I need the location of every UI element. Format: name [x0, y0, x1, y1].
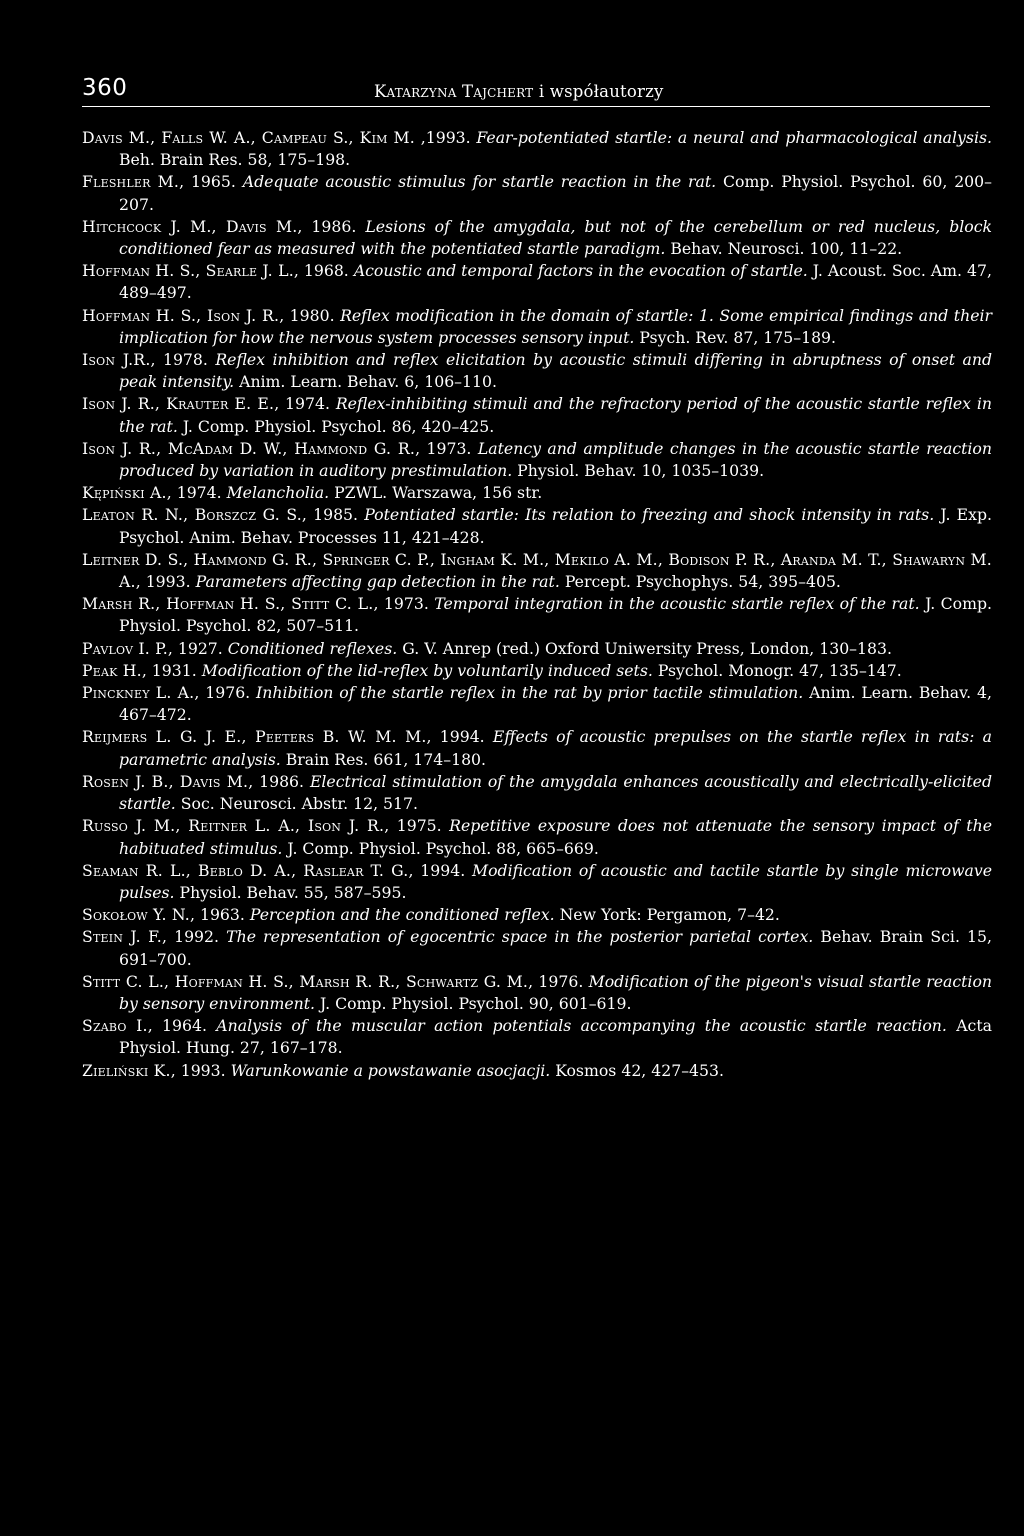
reference-year: , 1994. [408, 860, 473, 880]
reference-title: Reflex inhibition and reflex elicitation by acoustic stimuli differing in abruptness of onset and peak intensity. [119, 350, 992, 392]
reference-source: Soc. Neurosci. Abstr. 12, 517. [175, 794, 418, 814]
reference-entry [82, 260, 992, 304]
reference-entry [82, 926, 992, 970]
reference-title: Parameters affecting gap detection in the rat. [195, 572, 560, 592]
reference-authors: Pavlov I. P. [82, 638, 168, 658]
reference-source: G. V. Anrep (red.) Oxford Uniwersity Press, London, 130–183. [397, 638, 892, 658]
reference-authors: Fleshler M. [82, 172, 180, 192]
reference-authors: Rosen J. B., Davis M. [82, 771, 249, 791]
reference-authors: Stitt C. L., Hoffman H. S., Marsh R. R., Schwartz G. M. [82, 971, 529, 991]
reference-entry [82, 660, 992, 682]
reference-year: ,1993. [415, 128, 477, 147]
reference-source: J. Comp. Physiol. Psychol. 82, 507–511. [119, 594, 992, 636]
reference-source: Anim. Learn. Behav. 4, 467–472. [119, 683, 992, 725]
reference-entry [82, 549, 992, 593]
reference-year: , 1993. [170, 1060, 231, 1080]
reference-source: Behav. Brain Sci. 15, 691–700. [119, 927, 992, 969]
reference-source: Comp. Physiol. Psychol. 60, 200–207. [119, 172, 992, 214]
reference-year: , 1980. [279, 305, 341, 325]
reference-authors: Pinckney L. A. [82, 683, 195, 703]
reference-source: Percept. Psychophys. 54, 395–405. [559, 572, 841, 592]
reference-entry [82, 349, 992, 393]
reference-title: Melancholia. [226, 483, 330, 503]
reference-authors: Sokołow Y. N. [82, 905, 190, 925]
reference-year: , 1974. [274, 394, 336, 414]
reference-entry [82, 171, 992, 215]
reference-authors: Hitchcock J. M., Davis M. [82, 216, 298, 236]
reference-source: Brain Res. 661, 174–180. [280, 749, 487, 769]
reference-title: Perception and the conditioned reflex. [249, 905, 555, 925]
reference-authors: Ison J.R. [82, 350, 151, 370]
reference-year: , 1974. [166, 483, 227, 503]
running-head-rest: i współautorzy [533, 82, 664, 101]
reference-title: Effects of acoustic prepulses on the startle reflex in rats: a parametric analysis. [119, 727, 992, 769]
reference-title: Potentiated startle: Its relation to freezing and shock intensity in rats. [364, 505, 935, 525]
reference-entry [82, 682, 992, 726]
reference-authors: Peak H. [82, 660, 142, 680]
reference-authors: Hoffman H. S., Ison J. R. [82, 305, 280, 325]
reference-source: Anim. Learn. Behav. 6, 106–110. [234, 372, 497, 392]
reference-year: , 1965. [179, 172, 243, 192]
reference-title: Warunkowanie a powstawanie asocjacji. [230, 1060, 551, 1080]
running-head [374, 81, 664, 103]
reference-entry [82, 726, 992, 770]
reference-entry [82, 593, 992, 637]
reference-year: , 1986. [297, 216, 366, 236]
reference-entry [82, 504, 992, 548]
reference-entry [82, 393, 992, 437]
reference-authors: Davis M., Falls W. A., Campeau S., Kim M. [82, 128, 415, 147]
reference-year: , 1931. [141, 660, 202, 680]
reference-year: , 1992. [162, 927, 227, 947]
reference-entry [82, 771, 992, 815]
reference-title: Temporal integration in the acoustic startle reflex of the rat. [434, 594, 920, 614]
reference-source: Kosmos 42, 427–453. [550, 1060, 724, 1080]
reference-authors: Kępiński A. [82, 483, 167, 503]
reference-source: J. Comp. Physiol. Psychol. 90, 601–619. [315, 993, 632, 1013]
reference-source: J. Exp. Psychol. Anim. Behav. Processes 11, 421–428. [119, 505, 993, 547]
reference-source: Beh. Brain Res. 58, 175–198. [119, 150, 351, 170]
reference-year: , 1993. [135, 572, 196, 592]
reference-title: Repetitive exposure does not attenuate the sensory impact of the habituated stimulus. [119, 816, 992, 858]
reference-list [82, 127, 992, 1082]
reference-title: Fear-potentiated startle: a neural and pharmacological analysis. [476, 128, 993, 147]
reference-entry [82, 305, 992, 349]
reference-year: , 1985. [301, 505, 365, 525]
reference-source: Psychol. Monogr. 47, 135–147. [652, 660, 902, 680]
reference-source: J. Comp. Physiol. Psychol. 86, 420–425. [177, 416, 495, 436]
reference-title: Reflex modification in the domain of startle: 1. Some empirical findings and their implication for how the nervous system processes sensory input. [119, 305, 992, 347]
reference-year: , 1986. [248, 771, 310, 791]
reference-authors: Leitner D. S., Hammond G. R., Springer C. P., Ingham K. M., Mekilo A. M., Bodison P. R., Aranda M. T., Shawaryn M. A. [82, 549, 992, 592]
reference-year: , 1973. [415, 438, 478, 458]
reference-entry [82, 638, 992, 660]
reference-source: Physiol. Behav. 10, 1035–1039. [512, 461, 765, 481]
reference-entry [82, 860, 992, 904]
reference-title: Electrical stimulation of the amygdala enhances acoustically and electrically-elicited startle. [119, 771, 993, 814]
reference-entry [82, 482, 992, 504]
reference-entry [82, 1015, 992, 1059]
reference-entry [82, 971, 992, 1015]
reference-year: , 1968. [293, 261, 354, 281]
reference-title: The representation of egocentric space in the posterior parietal cortex. [226, 927, 814, 947]
reference-source: New York: Pergamon, 7–42. [554, 905, 780, 925]
reference-authors: Hoffman H. S., Searle J. L. [82, 261, 294, 281]
reference-source: J. Comp. Physiol. Psychol. 88, 665–669. [282, 838, 599, 858]
reference-title: Acoustic and temporal factors in the evocation of startle. [353, 261, 808, 281]
reference-title: Conditioned reflexes. [227, 638, 398, 658]
reference-source: PZWL. Warszawa, 156 str. [329, 483, 543, 503]
page-header [82, 74, 990, 107]
reference-year: , 1973. [373, 594, 435, 614]
reference-entry [82, 216, 992, 260]
reference-year: , 1976. [194, 683, 257, 703]
reference-authors: Ison J. R., McAdam D. W., Hammond G. R. [82, 438, 416, 458]
reference-year: , 1963. [190, 905, 250, 925]
reference-authors: Reijmers L. G. J. E., Peeters B. W. M. M. [82, 727, 427, 747]
reference-title: Latency and amplitude changes in the acoustic startle reaction produced by variation in auditory prestimulation. [119, 438, 992, 481]
reference-source: J. Acoust. Soc. Am. 47, 489–497. [119, 261, 992, 303]
reference-entry [82, 438, 992, 482]
reference-authors: Russo J. M., Reitner L. A., Ison J. R. [82, 816, 385, 836]
reference-source: Psych. Rev. 87, 175–189. [634, 327, 837, 347]
reference-authors: Leaton R. N., Borszcz G. S. [82, 505, 302, 525]
page-number: 360 [82, 75, 128, 101]
reference-year: , 1927. [167, 638, 228, 658]
reference-year: , 1964. [147, 1016, 217, 1036]
reference-year: , 1976. [528, 971, 589, 991]
reference-title: Inhibition of the startle reflex in the rat by prior tactile stimulation. [256, 683, 804, 703]
running-head-author: Katarzyna Tajchert [374, 82, 534, 101]
reference-entry [82, 127, 992, 171]
reference-title: Modification of the pigeon's visual startle reaction by sensory environment. [119, 971, 992, 1013]
reference-source: Behav. Neurosci. 100, 11–22. [665, 239, 903, 259]
reference-authors: Marsh R., Hoffman H. S., Stitt C. L. [82, 594, 374, 614]
reference-title: Modification of the lid-reflex by voluntarily induced sets. [201, 660, 653, 680]
reference-authors: Szabo I. [82, 1016, 148, 1036]
reference-year: , 1994. [426, 727, 493, 747]
reference-title: Modification of acoustic and tactile startle by single microwave pulses. [119, 860, 993, 902]
reference-year: , 1978. [150, 350, 216, 370]
reference-title: Reflex-inhibiting stimuli and the refractory period of the acoustic startle reflex in the rat. [119, 394, 992, 436]
reference-title: Adequate acoustic stimulus for startle reaction in the rat. [242, 172, 717, 192]
reference-source: Acta Physiol. Hung. 27, 167–178. [119, 1016, 992, 1058]
reference-source: Physiol. Behav. 55, 587–595. [174, 882, 407, 902]
reference-entry [82, 904, 992, 926]
reference-entry [82, 815, 992, 859]
reference-authors: Ison J. R., Krauter E. E. [82, 394, 275, 414]
reference-authors: Zieliński K. [82, 1060, 171, 1080]
reference-year: , 1975. [384, 816, 450, 836]
reference-authors: Seaman R. L., Beblo D. A., Raslear T. G. [82, 860, 409, 880]
reference-authors: Stein J. F. [82, 927, 162, 947]
reference-title: Analysis of the muscular action potentials accompanying the acoustic startle reaction. [216, 1016, 947, 1036]
reference-title: Lesions of the amygdala, but not of the cerebellum or red nucleus, block conditioned fear as measured with the potentiated startle paradigm. [119, 216, 992, 259]
reference-entry [82, 1060, 992, 1082]
